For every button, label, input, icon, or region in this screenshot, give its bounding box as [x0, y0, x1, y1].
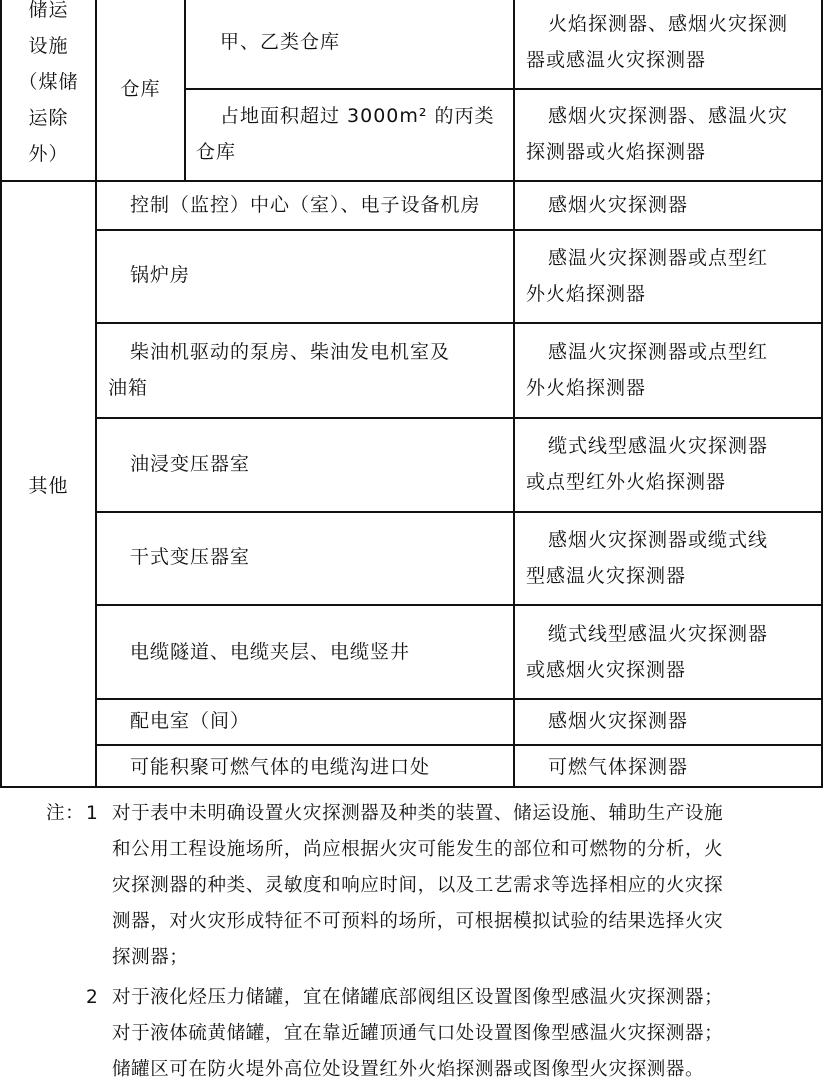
place-cell: [196, 24, 508, 60]
place-line: 可能积聚可燃气体的电缆沟进口处: [130, 756, 431, 778]
detector-line: 缆式线型感温火灾探测器: [548, 623, 769, 645]
place-cell: [108, 539, 508, 575]
table-rule: [96, 322, 823, 324]
detector-line: 感烟火灾探测器: [548, 710, 689, 732]
detector-line: 器或感温火灾探测器: [526, 49, 707, 71]
note-line: 储罐区可在防火堤外高位处设置红外火焰探测器或图像型火灾探测器。: [112, 1059, 705, 1080]
table-column-rule: [95, 0, 97, 788]
table-rule: [96, 744, 823, 746]
detector-cell: [526, 98, 816, 170]
detector-line: 外火焰探测器: [526, 377, 647, 399]
detector-line: 外火焰探测器: [526, 283, 647, 305]
category-line: 设施: [28, 35, 69, 57]
detector-line: 感温火灾探测器或点型红: [548, 341, 769, 363]
place-line: 电缆隧道、电缆夹层、电缆竖井: [130, 641, 411, 663]
note-line: 对于液化烃压力储罐，宜在储罐底部阀组区设置图像型感温火灾探测器；: [112, 987, 724, 1008]
place-line: 油浸变压器室: [130, 453, 251, 475]
place-cell: [108, 634, 508, 670]
detector-cell: [526, 240, 816, 312]
detector-line: 或感烟火灾探测器: [526, 659, 687, 681]
detector-line: 缆式线型感温火灾探测器: [548, 435, 769, 457]
place-line: 油箱: [108, 377, 149, 399]
detector-cell: [526, 703, 816, 739]
place-cell: [108, 749, 508, 785]
note-text: [112, 980, 812, 1088]
detector-line: 探测器或火焰探测器: [526, 141, 707, 163]
category-line: 储运: [28, 0, 69, 21]
place-cell: [108, 257, 508, 293]
place-cell: [108, 703, 508, 739]
category-other: 其他: [28, 475, 69, 497]
place-cell: [108, 446, 508, 482]
category-line: （煤储: [18, 71, 79, 93]
table-rule: [96, 698, 823, 700]
detector-cell: [526, 334, 816, 406]
table-rule: [96, 511, 823, 513]
table-rule: [0, 180, 823, 182]
note-line: 对于表中未明确设置火灾探测器及种类的装置、储运设施、辅助生产设施: [112, 803, 724, 824]
note-line: 探测器；: [112, 947, 189, 968]
note-prefix: 注：: [46, 803, 85, 824]
detector-cell: [526, 6, 816, 78]
place-line: 占地面积超过 3000m² 的丙类: [220, 105, 495, 127]
place-line: 配电室（间）: [130, 710, 251, 732]
detector-line: 感烟火灾探测器、感温火灾: [548, 105, 789, 127]
place-cell: [108, 187, 508, 223]
category-line: 运除: [28, 107, 69, 129]
note-text: [112, 796, 812, 976]
detector-line: 或点型红外火焰探测器: [526, 471, 727, 493]
detector-line: 感烟火灾探测器或缆式线: [548, 529, 769, 551]
place-line: 控制（监控）中心（室）、电子设备机房: [130, 194, 481, 216]
place-line: 锅炉房: [130, 264, 191, 286]
place-cell: [108, 334, 508, 406]
detector-cell: [526, 187, 816, 223]
category-storage-facilities: [2, 0, 95, 172]
note-line: 对于液体硫黄储罐，宜在靠近罐顶通气口处设置图像型感温火灾探测器；: [112, 1023, 724, 1044]
note-line: 灾探测器的种类、灵敏度和响应时间，以及工艺需求等选择相应的火灾探: [112, 875, 724, 896]
detector-cell: [526, 616, 816, 688]
table-rule: [96, 417, 823, 419]
detector-line: 火焰探测器、感烟火灾探测: [548, 13, 789, 35]
table-rule: [96, 229, 823, 231]
detector-cell: [526, 749, 816, 785]
note-item: [0, 796, 823, 982]
note-line: 和公用工程设施场所，尚应根据火灾可能发生的部位和可燃物的分析，火: [112, 839, 724, 860]
table-bottom-rule: [0, 786, 823, 788]
detector-line: 感温火灾探测器或点型红: [548, 247, 769, 269]
place-line: 仓库: [196, 141, 237, 163]
place-line: 干式变压器室: [130, 546, 251, 568]
place-line: 甲、乙类仓库: [220, 31, 341, 53]
table-column-rule: [184, 0, 186, 182]
category-line: 外）: [28, 143, 69, 165]
table-rule: [96, 604, 823, 606]
detector-line: 感烟火灾探测器: [548, 194, 689, 216]
table-column-rule: [513, 0, 515, 788]
detector-cell: [526, 428, 816, 500]
place-line: 柴油机驱动的泵房、柴油发电机室及: [130, 341, 451, 363]
note-number: 2: [86, 987, 99, 1008]
subcategory-warehouse: 仓库: [120, 78, 161, 100]
detector-cell: [526, 522, 816, 594]
note-line: 测器，对火灾形成特征不可预料的场所，可根据模拟试验的结果选择火灾: [112, 911, 724, 932]
note-number: 1: [86, 803, 99, 824]
note-item: [0, 980, 823, 1090]
table-rule: [185, 88, 823, 90]
place-cell: [196, 98, 508, 170]
detector-line: 型感温火灾探测器: [526, 565, 687, 587]
detector-line: 可燃气体探测器: [548, 756, 689, 778]
